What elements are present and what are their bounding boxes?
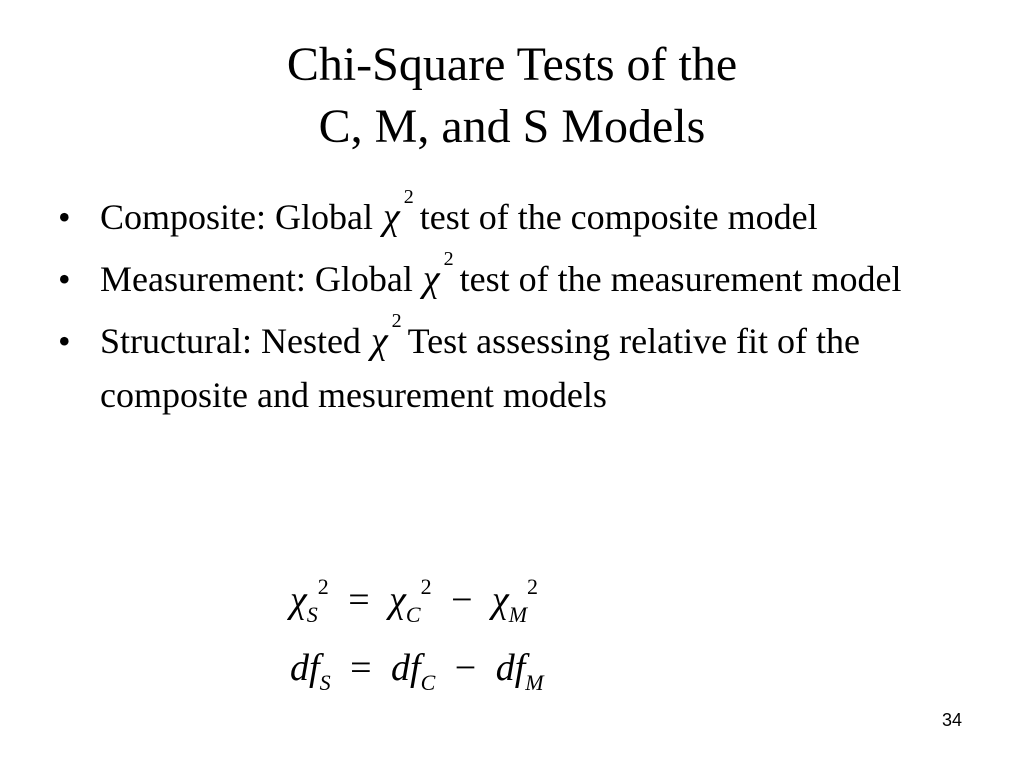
bullet-item-composite xyxy=(58,186,978,244)
superscript: 2 xyxy=(391,310,402,332)
bullet-dot: • xyxy=(58,259,71,299)
equation-degrees-of-freedom: $df_S = df_C - df_M$ xyxy=(290,647,544,695)
bullet-dot: • xyxy=(58,321,71,361)
slide-title xyxy=(0,34,1024,158)
bullet-item-structural xyxy=(58,310,978,422)
bullet-text-before: Structural: Nested xyxy=(100,321,361,361)
bullet-text-before: Composite: Global xyxy=(100,197,373,237)
bullet-text-after: test of the measurement model xyxy=(459,259,902,299)
equation-chi-square: $\chi_S^2 = \chi_C^2 - \chi_M^2$ xyxy=(290,574,539,627)
superscript: 2 xyxy=(403,186,414,208)
bullet-text-after: test of the composite model xyxy=(419,197,818,237)
title-line-1: Chi-Square Tests of the xyxy=(286,38,738,91)
bullet-text-before: Measurement: Global xyxy=(100,259,413,299)
page-number: 34 xyxy=(941,710,962,730)
equations-block xyxy=(290,566,544,702)
bullet-dot: • xyxy=(58,197,71,237)
chi-square-symbol: χ 2 xyxy=(423,252,440,306)
bullet-text-after: Test assessing relative fit of the composite and mesurement models xyxy=(100,321,861,415)
bullet-list xyxy=(58,186,978,430)
title-line-2: C, M, and S Models xyxy=(318,100,706,153)
chi-square-symbol: χ 2 xyxy=(371,314,388,368)
bullet-item-measurement xyxy=(58,248,978,306)
chi-square-symbol: χ 2 xyxy=(383,190,400,244)
superscript: 2 xyxy=(443,248,454,270)
